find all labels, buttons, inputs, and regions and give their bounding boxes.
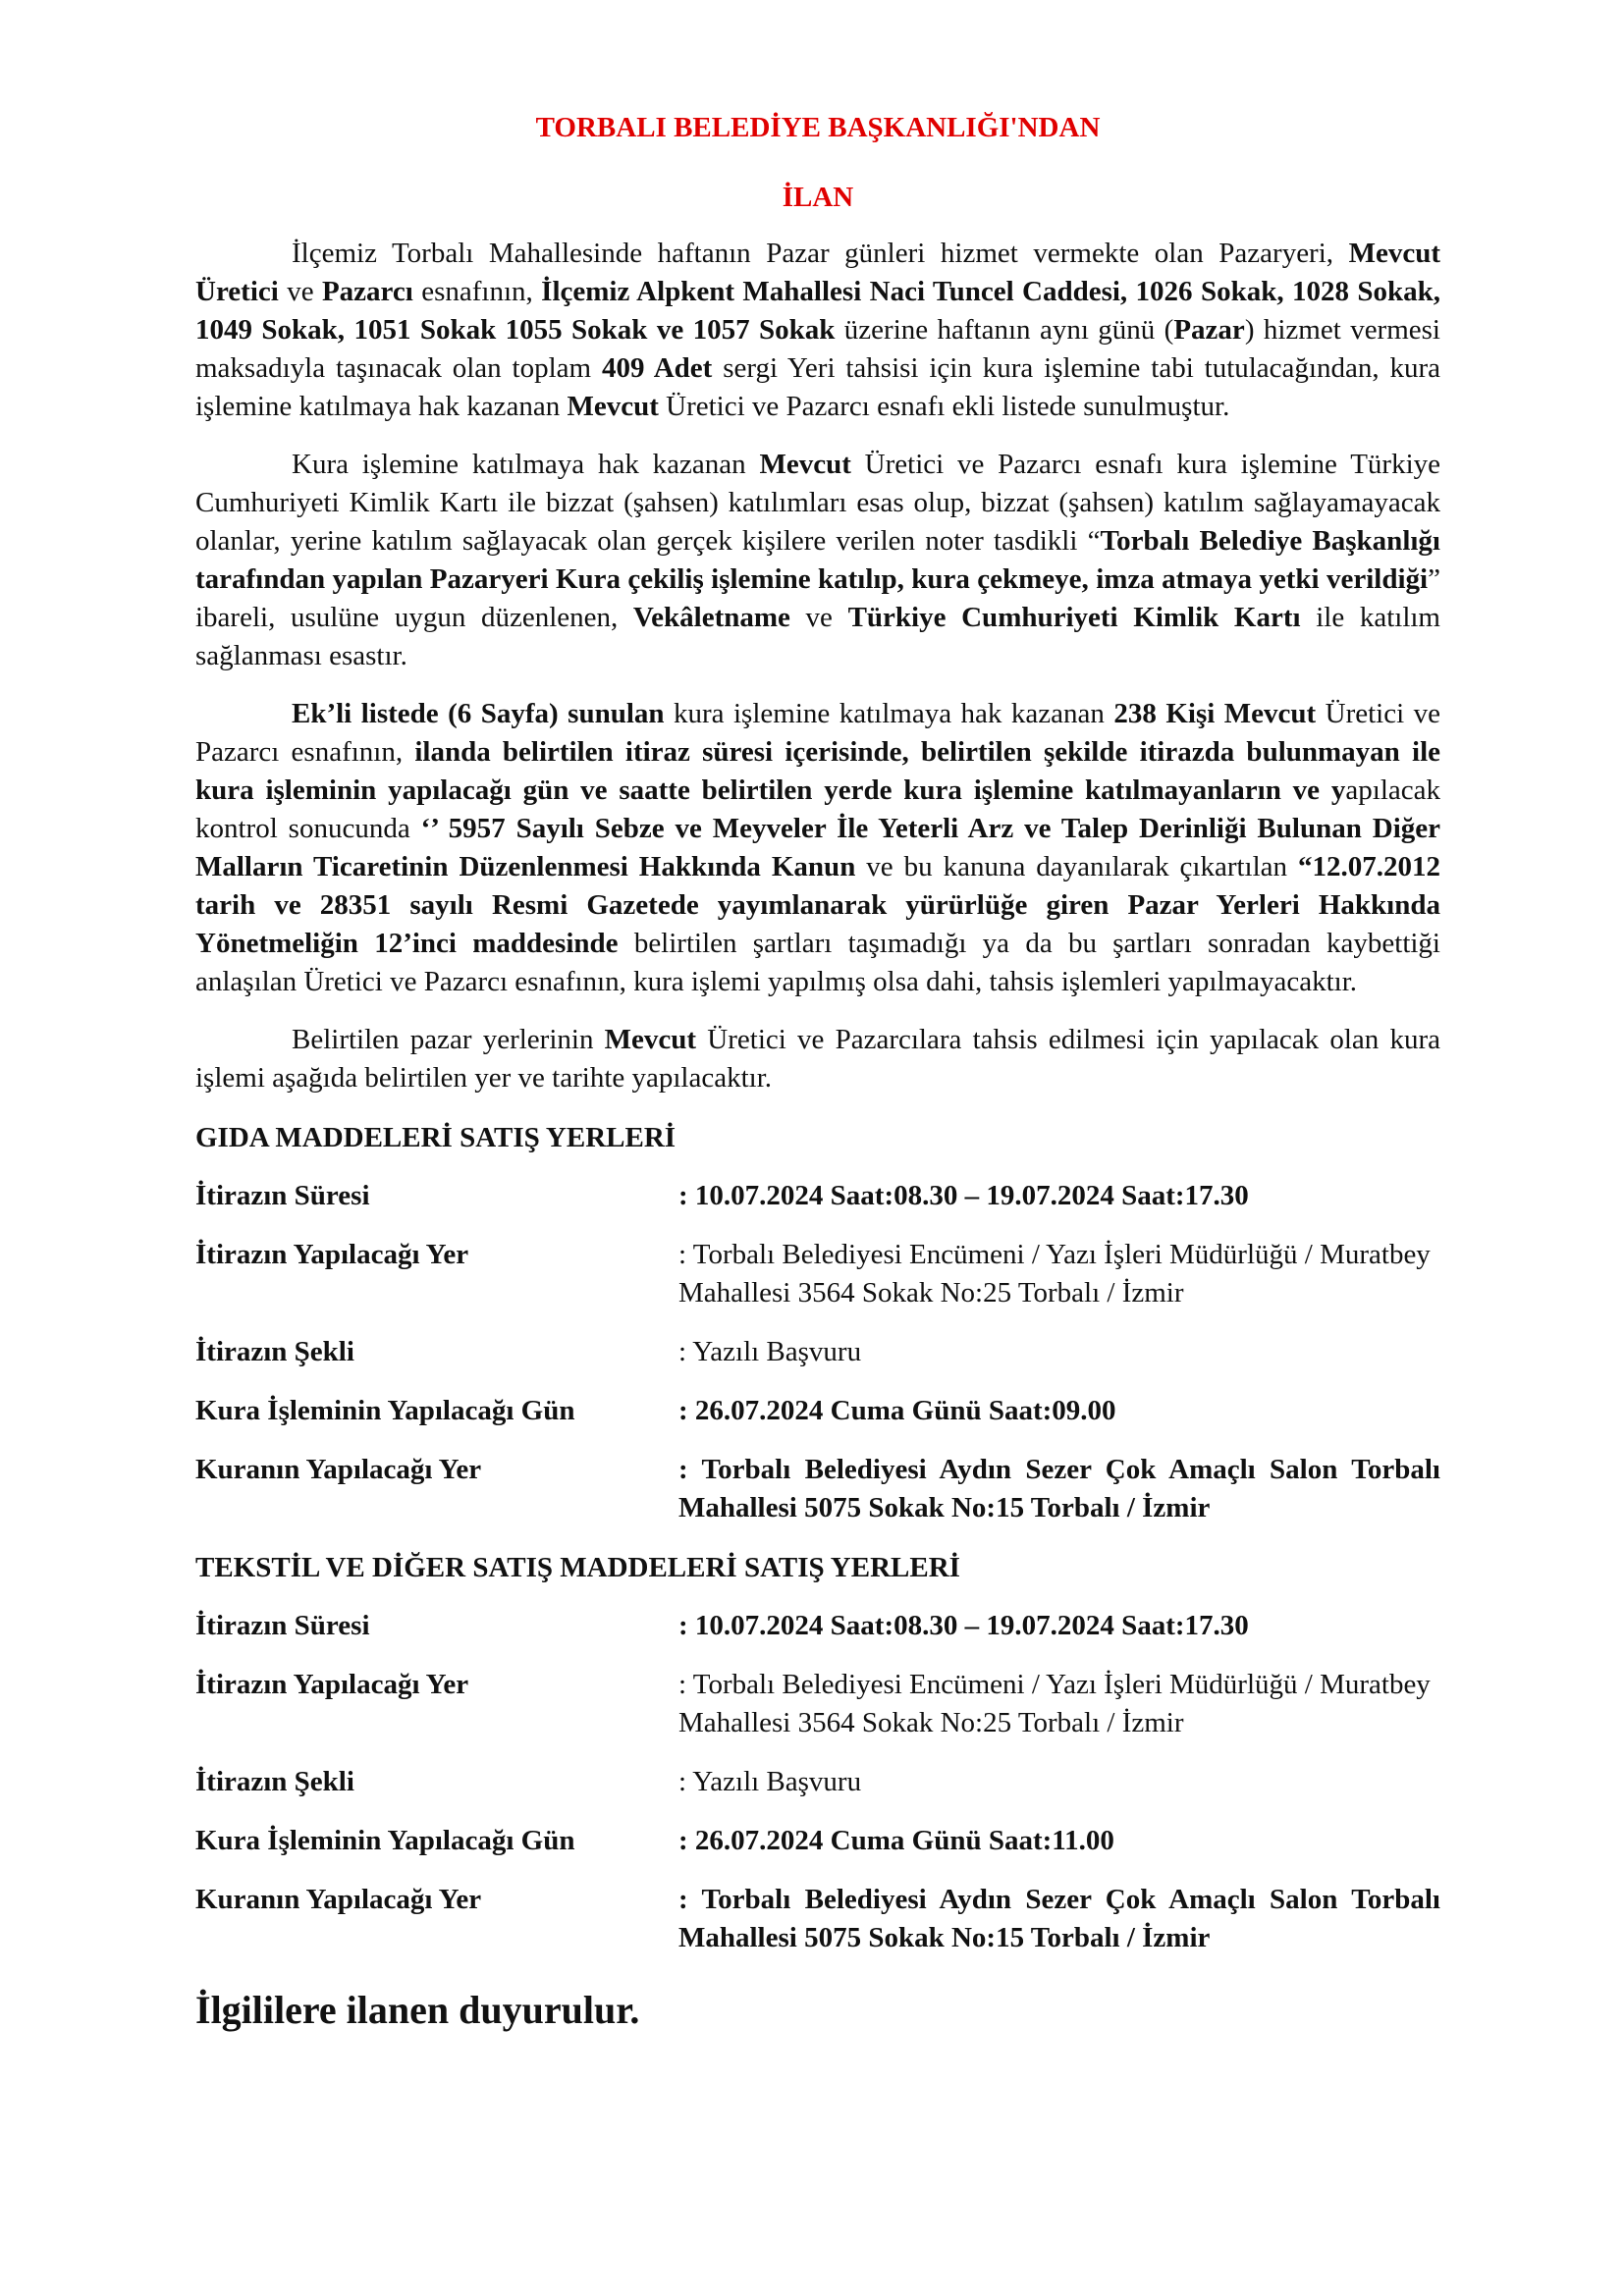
text-run: Üretici ve Pazarcı esnafı ekli listede sunulmuştur. <box>658 391 1230 422</box>
row-value: : 26.07.2024 Cuma Günü Saat:11.00 <box>678 1825 1114 1856</box>
bold-run: Türkiye Cumhuriyeti Kimlik Kartı <box>847 602 1301 633</box>
text-run: Üretici ve Pazarcılara tahsis edilmesi için yapılacak olan kura işlemi aşağıda belirtilen yer ve tarihte yapılacaktır. <box>195 1024 1441 1094</box>
announcement-page <box>195 0 1440 2034</box>
bold-run: “12.07.2012 tarih ve 28351 sayılı Resmi Gazetede yayımlanarak yürürlüğe giren Pazar Yerleri Hakkında Yönetmeliğin 12’inci maddesinde <box>195 851 1440 959</box>
row-value: : Yazılı Başvuru <box>678 1336 862 1367</box>
row-label: Kuranın Yapılacağı Yer <box>195 1454 482 1485</box>
text-run: ve bu kanuna dayanılarak çıkartılan <box>855 851 1298 882</box>
info-row <box>195 1451 1440 1527</box>
bold-run: Torbalı Belediye Başkanlığı tarafından yapılan Pazaryeri Kura çekiliş işlemine katılıp, kura çekmeye, imza atmaya yetki verildiği <box>195 525 1440 595</box>
bold-run: Mevcut Üretici <box>195 238 1440 307</box>
row-value: : Torbalı Belediyesi Aydın Sezer Çok Amaçlı Salon Torbalı Mahallesi 5075 Sokak No:15 Torbalı / İzmir <box>678 1454 1440 1523</box>
bold-run: ‘’ 5957 Sayılı Sebze ve Meyveler İle Yeterli Arz ve Talep Derinliği Bulunan Diğer Malların Ticaretinin Düzenlenmesi Hakkında Kanun <box>195 813 1440 882</box>
bold-run: Mevcut <box>759 449 851 480</box>
info-row <box>195 1666 1440 1742</box>
row-value: : Torbalı Belediyesi Aydın Sezer Çok Amaçlı Salon Torbalı Mahallesi 5075 Sokak No:15 Torbalı / İzmir <box>678 1884 1440 1953</box>
row-value: : 26.07.2024 Cuma Günü Saat:09.00 <box>678 1395 1116 1426</box>
bold-run: Vekâletname <box>632 602 790 633</box>
info-row <box>195 1881 1440 1957</box>
row-value: : Yazılı Başvuru <box>678 1766 862 1797</box>
text-run: İlçemiz Torbalı Mahallesinde haftanın Pazar günleri hizmet vermekte olan Pazaryeri, <box>292 238 1349 269</box>
paragraph-lottery-info <box>195 1021 1440 1097</box>
bold-run: 409 Adet <box>601 352 713 384</box>
row-label: İtirazın Süresi <box>195 1180 370 1211</box>
info-row <box>195 1177 1440 1215</box>
row-label: İtirazın Yapılacağı Yer <box>195 1239 469 1270</box>
bold-run: Mevcut <box>567 391 659 422</box>
bold-run: Mevcut <box>604 1024 697 1055</box>
section-heading-food: GIDA MADDELERİ SATIŞ YERLERİ <box>195 1122 677 1153</box>
text-run: Kura işlemine katılmaya hak kazanan <box>292 449 760 480</box>
row-value: : 10.07.2024 Saat:08.30 – 19.07.2024 Saat:17.30 <box>678 1610 1249 1641</box>
paragraph-conditions <box>195 695 1440 1001</box>
text-run: apılacak kontrol sonucunda <box>195 774 1440 844</box>
text-run: üzerine haftanın aynı günü ( <box>835 314 1174 346</box>
bold-run: Ek’li listede (6 Sayfa) sunulan <box>292 698 665 729</box>
row-label: Kura İşleminin Yapılacağı Gün <box>195 1825 575 1856</box>
row-label: İtirazın Yapılacağı Yer <box>195 1669 469 1700</box>
info-row <box>195 1607 1440 1645</box>
bold-run: 238 Kişi Mevcut <box>1113 698 1317 729</box>
bold-run: Pazarcı <box>321 276 413 307</box>
text-run: belirtilen şartları taşımadığı ya da bu şartları sonradan kaybettiği anlaşılan Üretici ve Pazarcı esnafının, kura işlemi yapılmış olsa dahi, tahsis işlemleri yapılmayacaktır. <box>195 928 1440 997</box>
institution-heading: TORBALI BELEDİYE BAŞKANLIĞI'NDAN <box>535 112 1101 143</box>
paragraph-relocation <box>195 235 1440 426</box>
text-run: sergi Yeri tahsisi için kura işlemine tabi tutulacağından, kura işlemine katılmaya hak kazanan <box>195 352 1441 422</box>
bold-run: İlçemiz Alpkent Mahallesi Naci Tuncel Caddesi, 1026 Sokak, 1028 Sokak, 1049 Sokak, 1051 Sokak 1055 Sokak ve 1057 Sokak <box>195 276 1440 346</box>
text-run: ve <box>278 276 322 307</box>
bold-run: Pazar <box>1173 314 1245 346</box>
text-run: esnafının, <box>412 276 542 307</box>
info-row <box>195 1763 1440 1801</box>
row-value: : 10.07.2024 Saat:08.30 – 19.07.2024 Saat:17.30 <box>678 1180 1249 1211</box>
bold-run: ilanda belirtilen itiraz süresi içerisinde, belirtilen şekilde itirazda bulunmayan ile kura işleminin yapılacağı gün ve saatte belirtilen yerde kura işlemine katılmayanların ve y <box>195 736 1440 806</box>
text-run: ) hizmet vermesi maksadıyla taşınacak olan toplam <box>195 314 1440 384</box>
text-run: kura işlemine katılmaya hak kazanan <box>664 698 1114 729</box>
text-run: ve <box>789 602 848 633</box>
info-row <box>195 1392 1440 1430</box>
text-run: Üretici ve Pazarcı esnafı kura işlemine Türkiye Cumhuriyeti Kimlik Kartı ile bizzat (şahsen) katılımları esas olup, bizzat (şahsen) katılım sağlayamayacak olanlar, yerine katılım sağlayacak olan gerçek kişilere verilen noter tasdikli “ <box>195 449 1440 557</box>
row-label: Kuranın Yapılacağı Yer <box>195 1884 482 1915</box>
paragraph-participation <box>195 446 1440 675</box>
info-row <box>195 1333 1440 1371</box>
row-value: : Torbalı Belediyesi Encümeni / Yazı İşleri Müdürlüğü / Muratbey Mahallesi 3564 Sokak No:25 Torbalı / İzmir <box>678 1669 1431 1738</box>
text-run: ile katılım sağlanması esastır. <box>195 602 1440 671</box>
text-run: ” ibareli, usulüne uygun düzenlenen, <box>195 563 1440 633</box>
closing-statement: İlgililere ilanen duyurulur. <box>195 1988 640 2032</box>
text-run: Üretici ve Pazarcı esnafının, <box>195 698 1441 768</box>
section-heading-textile: TEKSTİL VE DİĞER SATIŞ MADDELERİ SATIŞ YERLERİ <box>195 1552 960 1583</box>
row-label: İtirazın Şekli <box>195 1336 354 1367</box>
row-label: İtirazın Şekli <box>195 1766 354 1797</box>
row-label: İtirazın Süresi <box>195 1610 370 1641</box>
announcement-title: İLAN <box>782 182 854 213</box>
row-label: Kura İşleminin Yapılacağı Gün <box>195 1395 575 1426</box>
info-row <box>195 1236 1440 1312</box>
info-row <box>195 1822 1440 1860</box>
row-value: : Torbalı Belediyesi Encümeni / Yazı İşleri Müdürlüğü / Muratbey Mahallesi 3564 Sokak No:25 Torbalı / İzmir <box>678 1239 1431 1308</box>
text-run: Belirtilen pazar yerlerinin <box>292 1024 605 1055</box>
